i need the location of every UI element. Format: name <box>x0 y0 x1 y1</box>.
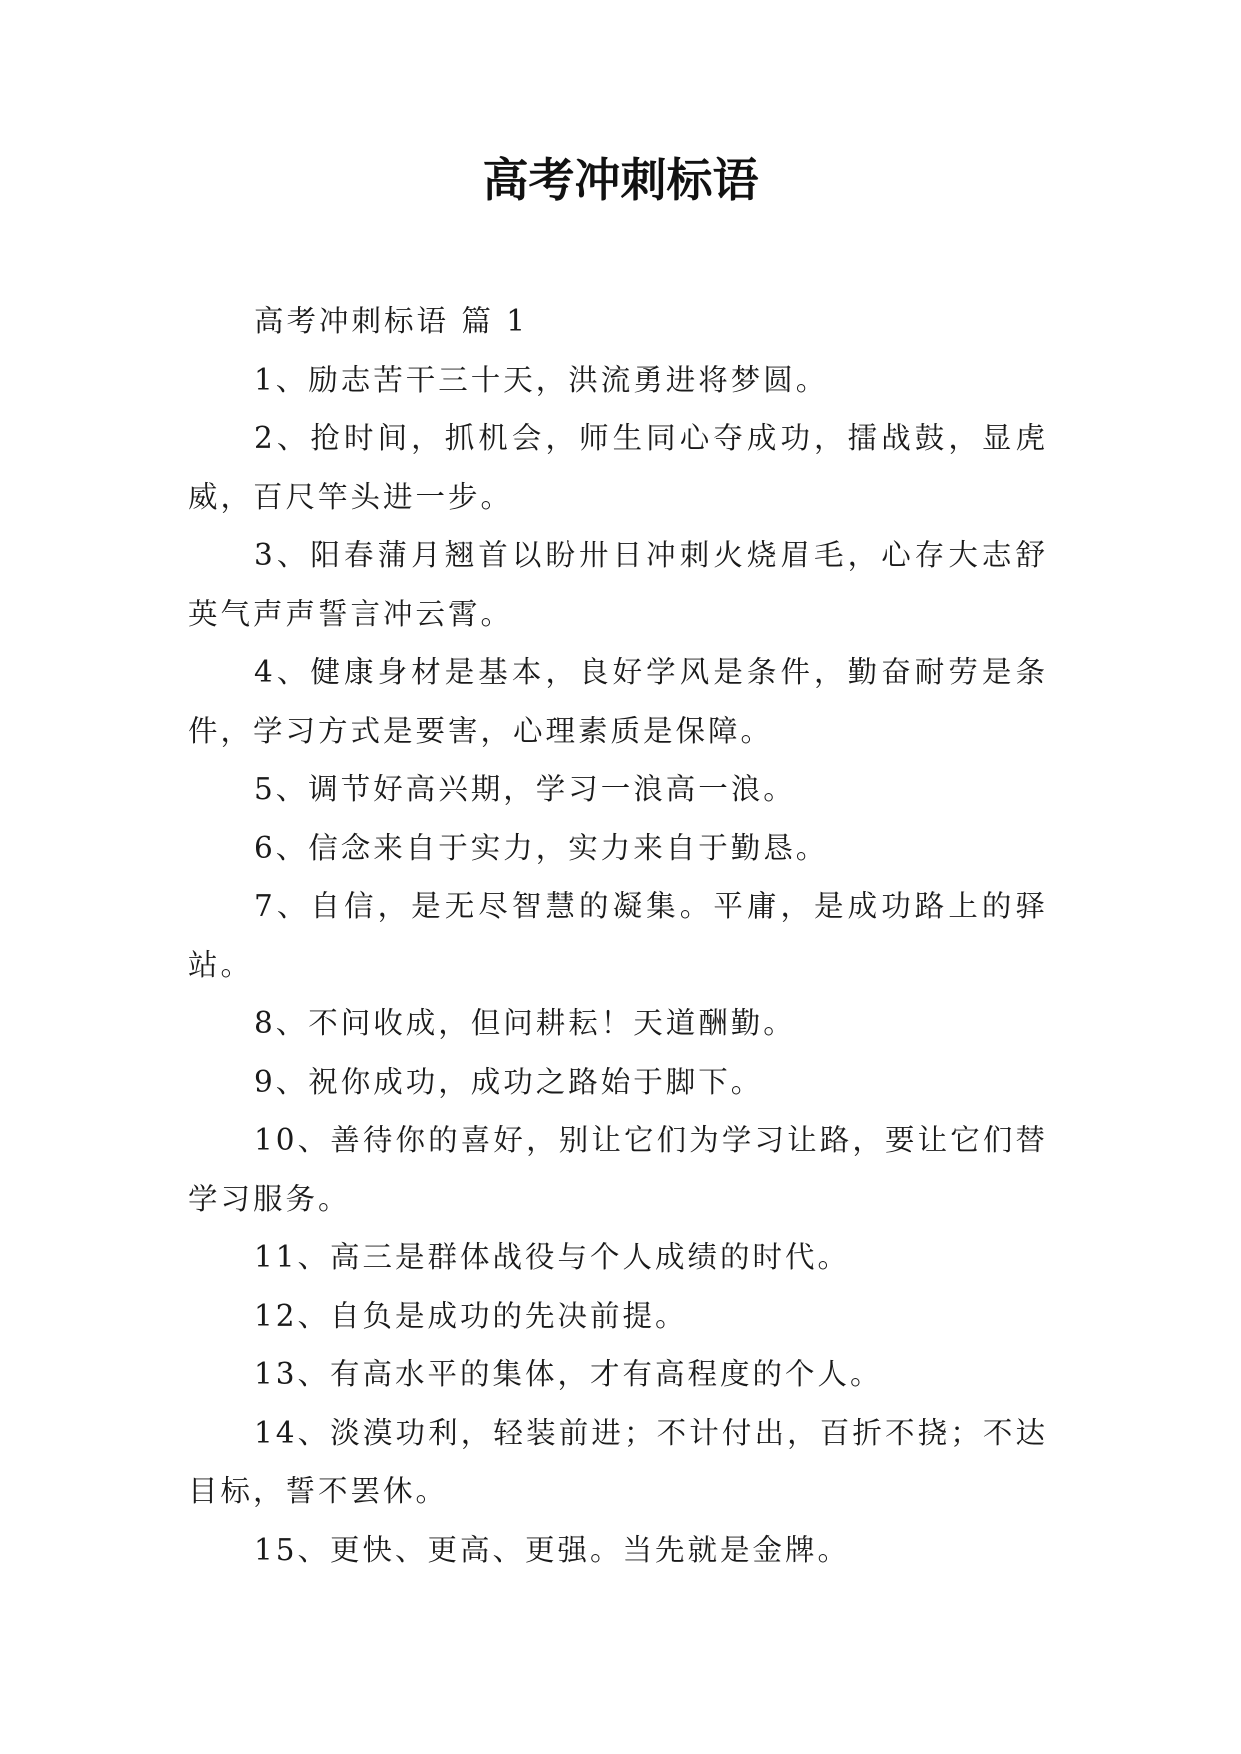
slogan-item-6: 6、信念来自于实力，实力来自于勤恳。 <box>254 830 829 865</box>
slogan-item-10: 10、善待你的喜好，别让它们为学习让路，要让它们替学习服务。 <box>188 1123 1048 1216</box>
slogan-item-8: 8、不问收成，但问耕耘！天道酬勤。 <box>254 1006 796 1040</box>
document-title: 高考冲刺标语 <box>482 153 759 207</box>
slogan-item-1: 1、励志苦干三十天，洪流勇进将梦圆。 <box>254 362 829 397</box>
slogan-item-4: 4、健康身材是基本，良好学风是条件，勤奋耐劳是条件，学习方式是要害，心理素质是保障。 <box>188 655 1048 748</box>
slogan-item-12: 12、自负是成功的先决前提。 <box>254 1298 688 1333</box>
slogan-item-13: 13、有高水平的集体，才有高程度的个人。 <box>254 1357 883 1391</box>
slogan-item-7: 7、自信，是无尽智慧的凝集。平庸，是成功路上的驿站。 <box>188 889 1048 982</box>
slogan-item-5: 5、调节好高兴期，学习一浪高一浪。 <box>254 772 796 806</box>
slogan-item-14: 14、淡漠功利，轻装前进；不计付出，百折不挠；不达目标，誓不罢休。 <box>188 1415 1048 1508</box>
slogan-item-9: 9、祝你成功，成功之路始于脚下。 <box>254 1064 764 1099</box>
slogan-item-3: 3、阳春蒲月翘首以盼卅日冲刺火烧眉毛，心存大志舒英气声声誓言冲云霄。 <box>188 538 1048 631</box>
slogan-item-15: 15、更快、更高、更强。当先就是金牌。 <box>254 1532 851 1567</box>
section-heading: 高考冲刺标语 篇 1 <box>254 304 529 338</box>
slogan-item-2: 2、抢时间，抓机会，师生同心夺成功，擂战鼓，显虎威，百尺竿头进一步。 <box>188 421 1048 514</box>
slogan-item-11: 11、高三是群体战役与个人成绩的时代。 <box>254 1240 851 1274</box>
document-body <box>188 292 1048 1579</box>
